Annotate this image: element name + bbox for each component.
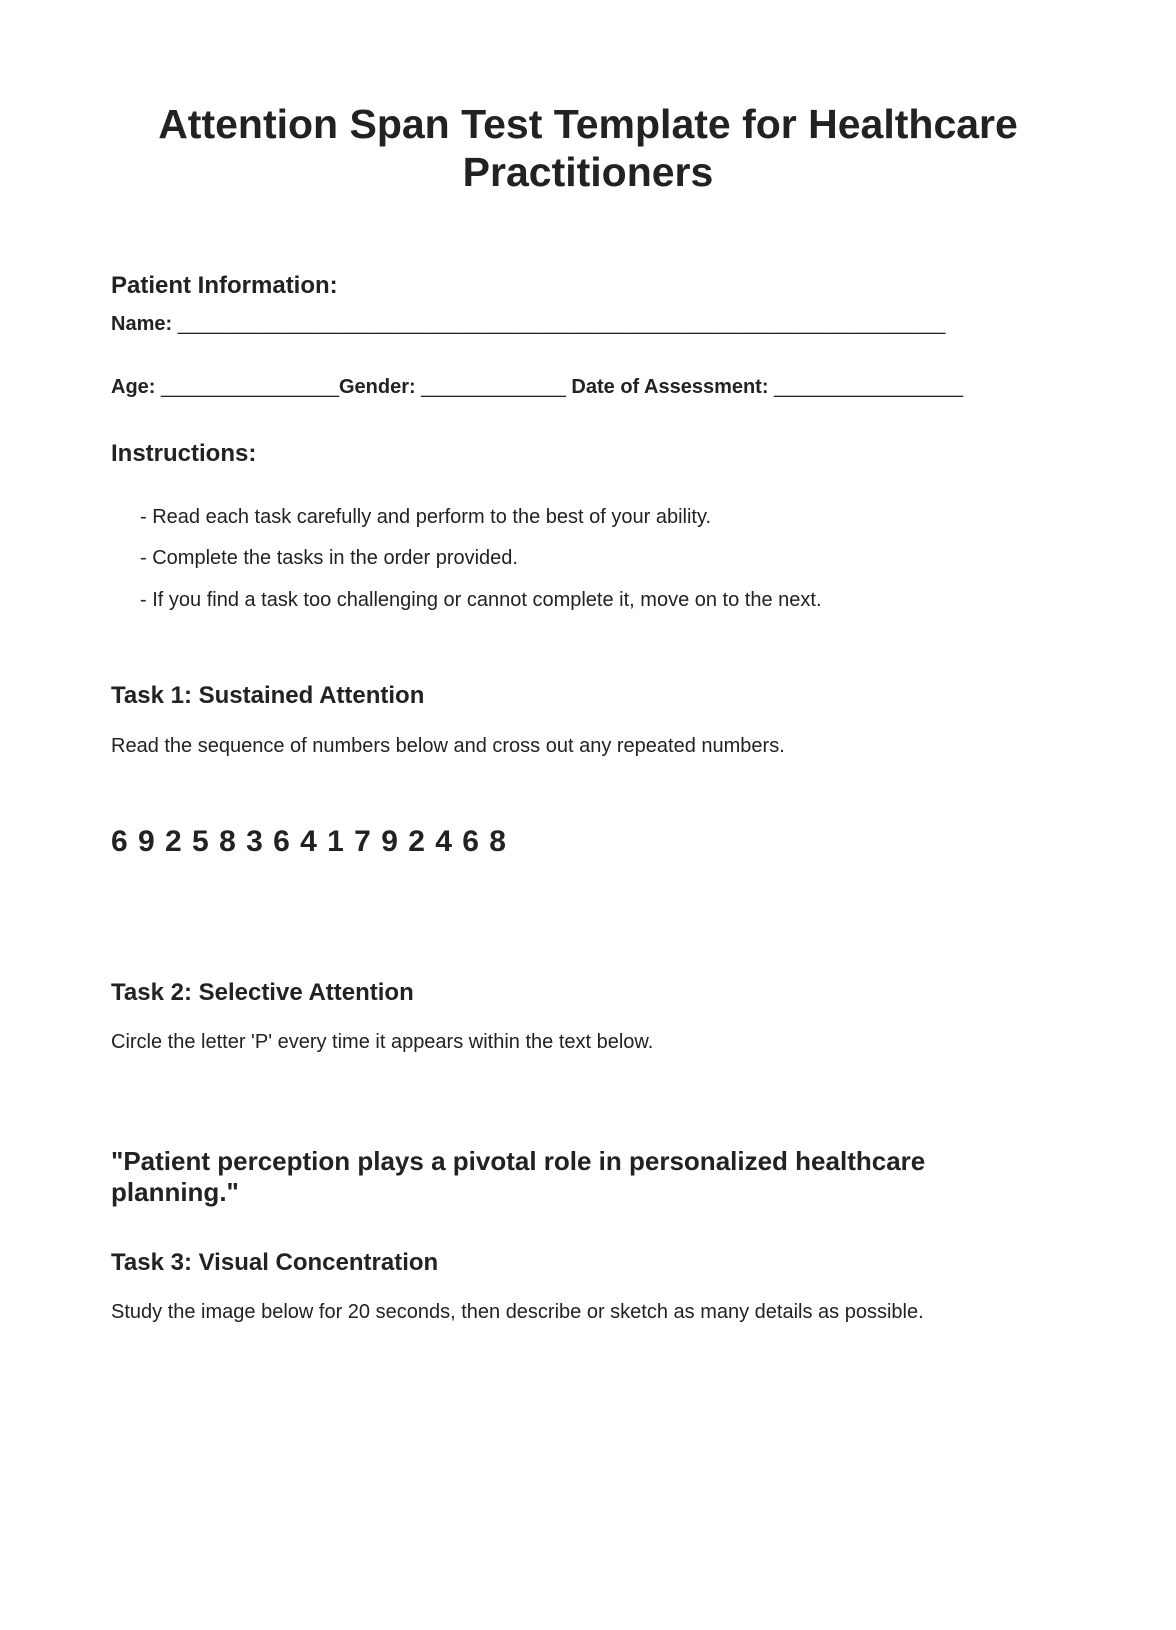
instruction-item: - If you find a task too challenging or cannot complete it, move on to the next. bbox=[140, 589, 822, 611]
instruction-item: - Complete the tasks in the order provided. bbox=[140, 547, 518, 569]
task2-instruction: Circle the letter 'P' every time it appears within the text below. bbox=[111, 1031, 654, 1053]
task1-number-sequence: 6 9 2 5 8 3 6 4 1 7 9 2 4 6 8 bbox=[111, 825, 507, 858]
date-blank[interactable]: _________________ bbox=[774, 376, 964, 398]
instruction-item: - Read each task carefully and perform to the best of your ability. bbox=[140, 506, 712, 528]
date-label: Date of Assessment: bbox=[571, 376, 769, 398]
task2-quote: "Patient perception plays a pivotal role in personalized healthcare planning." bbox=[111, 1146, 926, 1207]
document-title: Attention Span Test Template for Healthcare Practitioners bbox=[158, 101, 1018, 195]
task1-instruction: Read the sequence of numbers below and cross out any repeated numbers. bbox=[111, 735, 785, 757]
task3-instruction: Study the image below for 20 seconds, then describe or sketch as many details as possible. bbox=[111, 1301, 924, 1323]
age-blank[interactable]: ________________ bbox=[161, 376, 339, 398]
instructions-heading: Instructions: bbox=[111, 440, 257, 467]
task3-heading: Task 3: Visual Concentration bbox=[111, 1249, 439, 1276]
gender-blank[interactable]: _____________ bbox=[421, 376, 566, 398]
name-label: Name: bbox=[111, 313, 173, 335]
name-blank[interactable]: _____________________________________________________________________ bbox=[177, 313, 946, 335]
task2-heading: Task 2: Selective Attention bbox=[111, 979, 414, 1006]
age-label: Age: bbox=[111, 376, 156, 398]
name-field[interactable] bbox=[111, 313, 945, 336]
patient-info-heading: Patient Information: bbox=[111, 272, 338, 299]
gender-label: Gender: bbox=[338, 376, 416, 398]
task1-heading: Task 1: Sustained Attention bbox=[111, 682, 425, 709]
demographics-line bbox=[111, 376, 963, 399]
